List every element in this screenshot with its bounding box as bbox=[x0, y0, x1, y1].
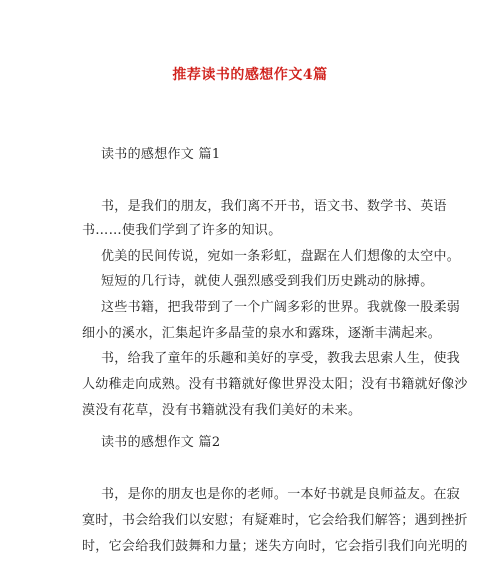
paragraph-line: 细小的溪水，汇集起许多晶莹的泉水和露珠，逐渐丰满起来。 bbox=[82, 326, 442, 341]
paragraph-line: 寞时，书会给我们以安慰；有疑难时，它会给我们解答；遇到挫折 bbox=[82, 513, 468, 528]
paragraph-line: 这些书籍，把我带到了一个广阔多彩的世界。我就像一股柔弱 bbox=[101, 300, 461, 315]
paragraph-line: 书……使我们学到了许多的知识。 bbox=[82, 223, 282, 238]
paragraph-line: 时，它会给我们鼓舞和力量；迷失方向时，它会指引我们向光明的 bbox=[82, 539, 468, 554]
document-title: 推荐读书的感想作文4篇 bbox=[172, 67, 328, 83]
section-heading-2: 读书的感想作文 篇2 bbox=[101, 435, 221, 450]
paragraph-line: 漠没有花草，没有书籍就没有我们美好的未来。 bbox=[82, 403, 362, 418]
paragraph-line: 书，是我们的朋友，我们离不开书，语文书、数学书、英语 bbox=[101, 199, 447, 214]
paragraph-line: 书，是你的朋友也是你的老师。一本好书就是良师益友。在寂 bbox=[101, 487, 461, 502]
paragraph-line: 短短的几行诗，就使人强烈感受到我们历史跳动的脉搏。 bbox=[101, 274, 434, 289]
paragraph-line: 优美的民间传说，宛如一条彩虹，盘踞在人们想像的太空中。 bbox=[101, 249, 461, 264]
paragraph-line: 人幼稚走向成熟。没有书籍就好像世界没太阳；没有书籍就好像沙 bbox=[82, 377, 468, 392]
section-heading-1: 读书的感想作文 篇1 bbox=[101, 147, 221, 162]
paragraph-line: 书，给我了童年的乐趣和美好的享受，教我去思索人生，使我 bbox=[101, 351, 461, 366]
